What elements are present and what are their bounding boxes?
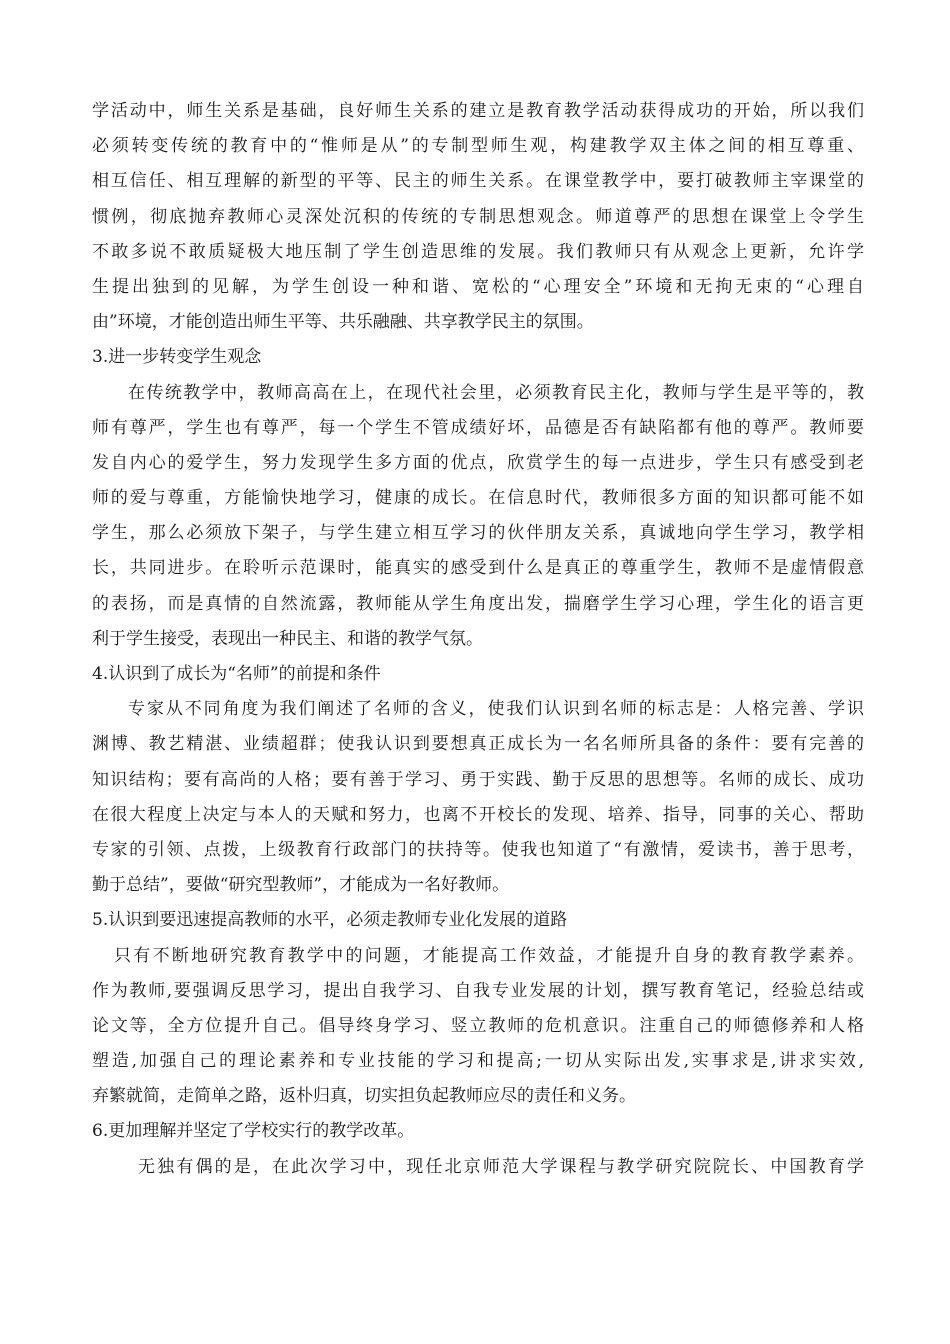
paragraph-line: 师的爱与尊重，方能愉快地学习，健康的成长。在信息时代，教师很多方面的知识都可能不如 [92, 488, 864, 509]
paragraph-line: 专家的引领、点拨，上级教育行政部门的扶持等。使我也知道了“有激情，爱读书，善于思考， [92, 839, 864, 860]
paragraph-line: 必须转变传统的教育中的“惟师是从”的专制型师生观，构建教学双主体之间的相互尊重、 [92, 136, 864, 157]
section-heading: 3.进一步转变学生观念 [92, 347, 262, 368]
paragraph-line: 论文等，全方位提升自己。倡导终身学习、竖立教师的危机意识。注重自己的师德修养和人格 [92, 1015, 864, 1036]
section-heading: 6.更加理解并坚定了学校实行的教学改革。 [92, 1121, 415, 1142]
paragraph-line: 发自内心的爱学生，努力发现学生多方面的优点，欣赏学生的每一点进步，学生只有感受到老 [92, 452, 864, 473]
paragraph-line: 不敢多说不敢质疑极大地压制了学生创造思维的发展。我们教师只有从观念上更新，允许学 [92, 241, 864, 262]
paragraph-line: 学生，那么必须放下架子，与学生建立相互学习的伙伴朋友关系，真诚地向学生学习，教学相 [92, 523, 864, 544]
paragraph-line: 学活动中，师生关系是基础，良好师生关系的建立是教育教学活动获得成功的开始，所以我们 [92, 101, 864, 121]
paragraph-line: 无独有偶的是，在此次学习中，现任北京师范大学课程与教学研究院院长、中国教育学 [138, 1156, 864, 1177]
paragraph-line: 只有不断地研究教育教学中的问题，才能提高工作效益，才能提升自身的教育教学素养。 [114, 945, 864, 966]
paragraph-line: 作为教师,要强调反思学习，提出自我学习、自我专业发展的计划，撰写教育笔记，经验总结或 [92, 980, 864, 1001]
paragraph-line: 专家从不同角度为我们阐述了名师的含义，使我们认识到名师的标志是：人格完善、学识 [128, 699, 864, 720]
paragraph-line: 弃繁就简，走简单之路，返朴归真，切实担负起教师应尽的责任和义务。 [92, 1086, 636, 1107]
paragraph [92, 939, 864, 1115]
section-heading: 5.认识到要迅速提高教师的水平，必须走教师专业化发展的道路 [92, 910, 568, 931]
paragraph-line: 的表扬，而是真情的自然流露，教师能从学生角度出发，揣磨学生学习心理，学生化的语言更 [92, 593, 864, 614]
paragraph-line: 在很大程度上决定与本人的天赋和努力，也离不开校长的发现、培养、指导，同事的关心、帮助 [92, 804, 864, 825]
section-heading: 4.认识到了成长为“名师”的前提和条件 [92, 664, 381, 684]
paragraph-line: 在传统教学中，教师高高在上，在现代社会里，必须教育民主化，教师与学生是平等的，教 [128, 382, 864, 403]
paragraph-line: 塑造,加强自己的理论素养和专业技能的学习和提高;一切从实际出发,实事求是,讲求实效, [92, 1051, 864, 1072]
paragraph-line: 惯例，彻底抛弃教师心灵深处沉积的传统的专制思想观念。师道尊严的思想在课堂上令学生 [92, 206, 864, 227]
paragraph-line: 由”环境，才能创造出师生平等、共乐融融、共享教学民主的氛围。 [92, 312, 594, 333]
paragraph-line: 相互信任、相互理解的新型的平等、民主的师生关系。在课堂教学中，要打破教师主宰课堂的 [92, 171, 864, 192]
paragraph-line: 渊博、教艺精湛、业绩超群；使我认识到要想真正成长为一名名师所具备的条件：要有完善的 [92, 734, 864, 755]
paragraph [92, 376, 864, 658]
paragraph-line: 生提出独到的见解，为学生创设一种和谐、宽松的“心理安全”环境和无拘无束的“心理自 [92, 276, 864, 297]
paragraph-line: 长，共同进步。在聆听示范课时，能真实的感受到什么是真正的尊重学生，教师不是虚情假意 [92, 558, 864, 579]
paragraph [92, 94, 864, 340]
paragraph [92, 1150, 864, 1185]
paragraph-line: 知识结构；要有高尚的人格；要有善于学习、勇于实践、勤于反思的思想等。名师的成长、成功 [92, 769, 864, 790]
paragraph-line: 利于学生接受，表现出一种民主、和谐的教学气氛。 [92, 628, 483, 649]
document-page [92, 94, 864, 1185]
paragraph-line: 勤于总结”，要做“研究型教师”，才能成为一名好教师。 [92, 875, 510, 896]
paragraph [92, 692, 864, 903]
paragraph-line: 师有尊严，学生也有尊严，每一个学生不管成绩好坏，品德是否有缺陷都有他的尊严。教师要 [92, 417, 864, 438]
